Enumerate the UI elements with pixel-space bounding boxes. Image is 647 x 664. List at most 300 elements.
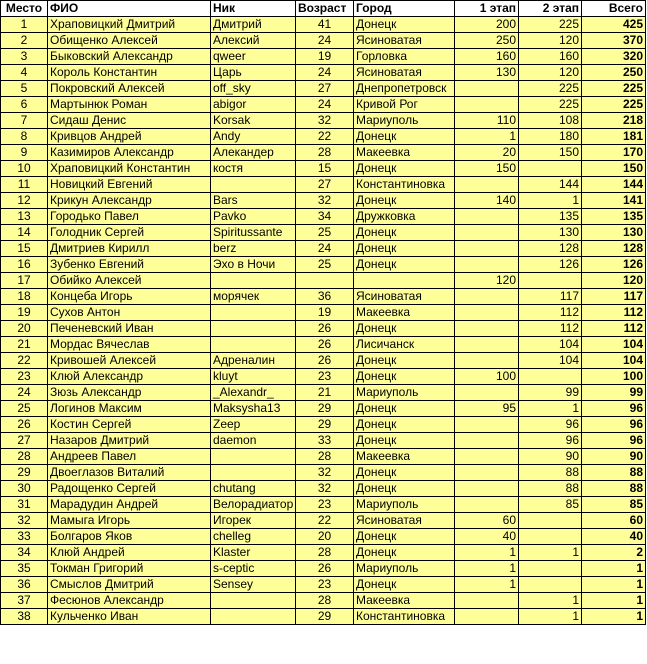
cell-total[interactable]: 85 — [582, 497, 646, 513]
cell-stage1[interactable] — [455, 337, 519, 353]
cell-place[interactable]: 14 — [1, 225, 48, 241]
cell-age[interactable]: 29 — [296, 401, 354, 417]
cell-nick[interactable]: Bars — [211, 193, 296, 209]
cell-age[interactable]: 26 — [296, 561, 354, 577]
cell-city[interactable]: Донецк — [354, 353, 455, 369]
cell-age[interactable]: 26 — [296, 337, 354, 353]
cell-stage2[interactable]: 117 — [519, 289, 582, 305]
cell-total[interactable]: 104 — [582, 337, 646, 353]
cell-nick[interactable]: Pavko — [211, 209, 296, 225]
cell-stage2[interactable]: 126 — [519, 257, 582, 273]
header-total[interactable]: Всего — [582, 1, 646, 17]
cell-nick[interactable]: qweer — [211, 49, 296, 65]
cell-name[interactable]: Смыслов Дмитрий — [48, 577, 211, 593]
cell-city[interactable]: Донецк — [354, 321, 455, 337]
cell-age[interactable] — [296, 273, 354, 289]
cell-name[interactable]: Зубенко Евгений — [48, 257, 211, 273]
cell-total[interactable]: 112 — [582, 321, 646, 337]
cell-place[interactable]: 25 — [1, 401, 48, 417]
cell-total[interactable]: 128 — [582, 241, 646, 257]
cell-place[interactable]: 21 — [1, 337, 48, 353]
cell-name[interactable]: Костин Сергей — [48, 417, 211, 433]
cell-name[interactable]: Покровский Алексей — [48, 81, 211, 97]
cell-stage2[interactable]: 1 — [519, 193, 582, 209]
cell-age[interactable]: 27 — [296, 81, 354, 97]
cell-city[interactable]: Горловка — [354, 49, 455, 65]
cell-age[interactable]: 41 — [296, 17, 354, 33]
cell-stage2[interactable] — [519, 561, 582, 577]
cell-age[interactable]: 29 — [296, 609, 354, 625]
cell-name[interactable]: Дмитриев Кирилл — [48, 241, 211, 257]
cell-stage1[interactable] — [455, 305, 519, 321]
cell-stage2[interactable]: 128 — [519, 241, 582, 257]
cell-total[interactable]: 1 — [582, 609, 646, 625]
cell-place[interactable]: 17 — [1, 273, 48, 289]
cell-stage1[interactable]: 250 — [455, 33, 519, 49]
cell-nick[interactable]: s-ceptic — [211, 561, 296, 577]
cell-name[interactable]: Кривошей Алексей — [48, 353, 211, 369]
cell-stage1[interactable]: 1 — [455, 561, 519, 577]
cell-age[interactable]: 36 — [296, 289, 354, 305]
cell-city[interactable] — [354, 273, 455, 289]
cell-name[interactable]: Фесюнов Александр — [48, 593, 211, 609]
cell-age[interactable]: 25 — [296, 257, 354, 273]
cell-place[interactable]: 35 — [1, 561, 48, 577]
cell-stage1[interactable] — [455, 593, 519, 609]
cell-total[interactable]: 100 — [582, 369, 646, 385]
cell-total[interactable]: 2 — [582, 545, 646, 561]
cell-city[interactable]: Днепропетровск — [354, 81, 455, 97]
cell-total[interactable]: 120 — [582, 273, 646, 289]
cell-age[interactable]: 24 — [296, 65, 354, 81]
cell-name[interactable]: Король Константин — [48, 65, 211, 81]
cell-total[interactable]: 425 — [582, 17, 646, 33]
cell-place[interactable]: 24 — [1, 385, 48, 401]
cell-place[interactable]: 18 — [1, 289, 48, 305]
cell-stage2[interactable]: 88 — [519, 465, 582, 481]
cell-total[interactable]: 225 — [582, 81, 646, 97]
cell-place[interactable]: 1 — [1, 17, 48, 33]
cell-total[interactable]: 150 — [582, 161, 646, 177]
cell-stage2[interactable]: 225 — [519, 81, 582, 97]
cell-stage1[interactable] — [455, 417, 519, 433]
header-city[interactable]: Город — [354, 1, 455, 17]
cell-age[interactable]: 29 — [296, 417, 354, 433]
cell-stage2[interactable]: 85 — [519, 497, 582, 513]
cell-place[interactable]: 33 — [1, 529, 48, 545]
cell-stage2[interactable]: 99 — [519, 385, 582, 401]
cell-name[interactable]: Радощенко Сергей — [48, 481, 211, 497]
cell-stage1[interactable]: 20 — [455, 145, 519, 161]
cell-nick[interactable] — [211, 305, 296, 321]
cell-nick[interactable]: Алексий — [211, 33, 296, 49]
cell-total[interactable]: 96 — [582, 417, 646, 433]
cell-city[interactable]: Донецк — [354, 129, 455, 145]
cell-name[interactable]: Андреев Павел — [48, 449, 211, 465]
cell-name[interactable]: Крикун Александр — [48, 193, 211, 209]
cell-total[interactable]: 126 — [582, 257, 646, 273]
cell-name[interactable]: Концеба Игорь — [48, 289, 211, 305]
cell-total[interactable]: 320 — [582, 49, 646, 65]
cell-age[interactable]: 23 — [296, 497, 354, 513]
cell-nick[interactable]: daemon — [211, 433, 296, 449]
cell-city[interactable]: Макеевка — [354, 145, 455, 161]
cell-city[interactable]: Ясиноватая — [354, 289, 455, 305]
cell-city[interactable]: Донецк — [354, 161, 455, 177]
cell-name[interactable]: Голодник Сергей — [48, 225, 211, 241]
cell-city[interactable]: Ясиноватая — [354, 65, 455, 81]
cell-total[interactable]: 141 — [582, 193, 646, 209]
cell-stage2[interactable]: 1 — [519, 609, 582, 625]
cell-total[interactable]: 104 — [582, 353, 646, 369]
cell-nick[interactable]: костя — [211, 161, 296, 177]
cell-city[interactable]: Константиновка — [354, 609, 455, 625]
cell-nick[interactable]: Эхо в Ночи — [211, 257, 296, 273]
cell-place[interactable]: 7 — [1, 113, 48, 129]
cell-age[interactable]: 32 — [296, 465, 354, 481]
cell-stage2[interactable]: 135 — [519, 209, 582, 225]
cell-total[interactable]: 370 — [582, 33, 646, 49]
cell-city[interactable]: Донецк — [354, 545, 455, 561]
cell-city[interactable]: Макеевка — [354, 449, 455, 465]
cell-stage1[interactable] — [455, 497, 519, 513]
cell-age[interactable]: 32 — [296, 481, 354, 497]
cell-stage2[interactable] — [519, 273, 582, 289]
cell-city[interactable]: Донецк — [354, 257, 455, 273]
cell-name[interactable]: Мордас Вячеслав — [48, 337, 211, 353]
cell-total[interactable]: 225 — [582, 97, 646, 113]
cell-nick[interactable] — [211, 337, 296, 353]
header-age[interactable]: Возраст — [296, 1, 354, 17]
cell-stage2[interactable]: 160 — [519, 49, 582, 65]
cell-stage1[interactable]: 1 — [455, 129, 519, 145]
cell-nick[interactable] — [211, 273, 296, 289]
cell-stage2[interactable]: 144 — [519, 177, 582, 193]
cell-city[interactable]: Донецк — [354, 465, 455, 481]
cell-nick[interactable]: kluyt — [211, 369, 296, 385]
cell-stage2[interactable]: 96 — [519, 417, 582, 433]
cell-stage1[interactable] — [455, 289, 519, 305]
cell-total[interactable]: 1 — [582, 593, 646, 609]
cell-stage2[interactable]: 1 — [519, 545, 582, 561]
cell-total[interactable]: 40 — [582, 529, 646, 545]
cell-age[interactable]: 21 — [296, 385, 354, 401]
cell-nick[interactable] — [211, 177, 296, 193]
cell-place[interactable]: 32 — [1, 513, 48, 529]
cell-name[interactable]: Новицкий Евгений — [48, 177, 211, 193]
cell-stage2[interactable]: 112 — [519, 305, 582, 321]
cell-place[interactable]: 10 — [1, 161, 48, 177]
cell-nick[interactable]: Sensey — [211, 577, 296, 593]
cell-age[interactable]: 24 — [296, 97, 354, 113]
cell-city[interactable]: Донецк — [354, 17, 455, 33]
cell-name[interactable]: Марадудин Андрей — [48, 497, 211, 513]
cell-place[interactable]: 31 — [1, 497, 48, 513]
cell-stage2[interactable]: 108 — [519, 113, 582, 129]
cell-place[interactable]: 13 — [1, 209, 48, 225]
cell-name[interactable]: Мартынюк Роман — [48, 97, 211, 113]
cell-city[interactable]: Донецк — [354, 369, 455, 385]
cell-stage1[interactable]: 160 — [455, 49, 519, 65]
cell-nick[interactable] — [211, 609, 296, 625]
cell-total[interactable]: 96 — [582, 433, 646, 449]
cell-nick[interactable]: off_sky — [211, 81, 296, 97]
cell-total[interactable]: 117 — [582, 289, 646, 305]
cell-nick[interactable]: морячек — [211, 289, 296, 305]
cell-place[interactable]: 37 — [1, 593, 48, 609]
cell-name[interactable]: Городько Павел — [48, 209, 211, 225]
cell-place[interactable]: 36 — [1, 577, 48, 593]
cell-stage2[interactable]: 120 — [519, 33, 582, 49]
cell-name[interactable]: Быковский Александр — [48, 49, 211, 65]
cell-city[interactable]: Донецк — [354, 225, 455, 241]
cell-stage1[interactable]: 110 — [455, 113, 519, 129]
cell-total[interactable]: 96 — [582, 401, 646, 417]
cell-stage1[interactable] — [455, 81, 519, 97]
cell-stage2[interactable]: 150 — [519, 145, 582, 161]
cell-total[interactable]: 88 — [582, 481, 646, 497]
cell-stage1[interactable] — [455, 225, 519, 241]
cell-nick[interactable] — [211, 321, 296, 337]
cell-city[interactable]: Дружковка — [354, 209, 455, 225]
cell-place[interactable]: 23 — [1, 369, 48, 385]
cell-age[interactable]: 19 — [296, 305, 354, 321]
cell-age[interactable]: 27 — [296, 177, 354, 193]
cell-place[interactable]: 29 — [1, 465, 48, 481]
cell-city[interactable]: Донецк — [354, 241, 455, 257]
cell-age[interactable]: 25 — [296, 225, 354, 241]
cell-nick[interactable] — [211, 449, 296, 465]
cell-age[interactable]: 23 — [296, 577, 354, 593]
cell-city[interactable]: Константиновка — [354, 177, 455, 193]
cell-total[interactable]: 135 — [582, 209, 646, 225]
cell-city[interactable]: Ясиноватая — [354, 513, 455, 529]
cell-nick[interactable]: Дмитрий — [211, 17, 296, 33]
cell-place[interactable]: 22 — [1, 353, 48, 369]
cell-name[interactable]: Обийко Алексей — [48, 273, 211, 289]
cell-nick[interactable] — [211, 465, 296, 481]
cell-stage2[interactable]: 1 — [519, 401, 582, 417]
cell-stage1[interactable]: 120 — [455, 273, 519, 289]
cell-nick[interactable]: Spiritussante — [211, 225, 296, 241]
cell-age[interactable]: 19 — [296, 49, 354, 65]
cell-stage1[interactable] — [455, 257, 519, 273]
cell-place[interactable]: 9 — [1, 145, 48, 161]
cell-stage2[interactable]: 112 — [519, 321, 582, 337]
cell-stage1[interactable] — [455, 241, 519, 257]
cell-total[interactable]: 112 — [582, 305, 646, 321]
cell-age[interactable]: 28 — [296, 545, 354, 561]
cell-stage2[interactable]: 130 — [519, 225, 582, 241]
cell-stage1[interactable] — [455, 609, 519, 625]
cell-name[interactable]: Печеневский Иван — [48, 321, 211, 337]
cell-nick[interactable]: abigor — [211, 97, 296, 113]
cell-nick[interactable]: chutang — [211, 481, 296, 497]
cell-name[interactable]: Обищенко Алексей — [48, 33, 211, 49]
cell-stage2[interactable]: 180 — [519, 129, 582, 145]
cell-place[interactable]: 30 — [1, 481, 48, 497]
cell-stage1[interactable]: 150 — [455, 161, 519, 177]
cell-stage1[interactable]: 60 — [455, 513, 519, 529]
cell-name[interactable]: Сухов Антон — [48, 305, 211, 321]
cell-name[interactable]: Казимиров Александр — [48, 145, 211, 161]
cell-age[interactable]: 32 — [296, 193, 354, 209]
cell-nick[interactable]: Адреналин — [211, 353, 296, 369]
cell-place[interactable]: 11 — [1, 177, 48, 193]
cell-place[interactable]: 8 — [1, 129, 48, 145]
cell-city[interactable]: Донецк — [354, 433, 455, 449]
cell-stage1[interactable] — [455, 465, 519, 481]
cell-nick[interactable]: Andy — [211, 129, 296, 145]
header-stage1[interactable]: 1 этап — [455, 1, 519, 17]
cell-nick[interactable]: Игорек — [211, 513, 296, 529]
cell-age[interactable]: 24 — [296, 33, 354, 49]
cell-city[interactable]: Ясиноватая — [354, 33, 455, 49]
cell-nick[interactable]: chelleg — [211, 529, 296, 545]
cell-stage1[interactable]: 140 — [455, 193, 519, 209]
header-stage2[interactable]: 2 этап — [519, 1, 582, 17]
cell-stage2[interactable] — [519, 529, 582, 545]
cell-place[interactable]: 28 — [1, 449, 48, 465]
cell-name[interactable]: Мамыга Игорь — [48, 513, 211, 529]
cell-place[interactable]: 6 — [1, 97, 48, 113]
cell-stage2[interactable] — [519, 577, 582, 593]
cell-city[interactable]: Макеевка — [354, 305, 455, 321]
cell-total[interactable]: 250 — [582, 65, 646, 81]
cell-name[interactable]: Сидаш Денис — [48, 113, 211, 129]
cell-nick[interactable]: Maksysha13 — [211, 401, 296, 417]
cell-total[interactable]: 1 — [582, 577, 646, 593]
cell-stage1[interactable] — [455, 177, 519, 193]
cell-place[interactable]: 19 — [1, 305, 48, 321]
cell-age[interactable]: 22 — [296, 129, 354, 145]
cell-place[interactable]: 26 — [1, 417, 48, 433]
cell-age[interactable]: 28 — [296, 145, 354, 161]
cell-total[interactable]: 60 — [582, 513, 646, 529]
cell-stage2[interactable]: 225 — [519, 17, 582, 33]
cell-stage2[interactable]: 88 — [519, 481, 582, 497]
cell-stage1[interactable] — [455, 209, 519, 225]
cell-nick[interactable]: Klaster — [211, 545, 296, 561]
cell-stage2[interactable]: 225 — [519, 97, 582, 113]
cell-city[interactable]: Мариуполь — [354, 113, 455, 129]
cell-stage1[interactable]: 1 — [455, 545, 519, 561]
cell-stage1[interactable]: 95 — [455, 401, 519, 417]
cell-age[interactable]: 34 — [296, 209, 354, 225]
cell-age[interactable]: 23 — [296, 369, 354, 385]
cell-stage1[interactable]: 100 — [455, 369, 519, 385]
header-nick[interactable]: Ник — [211, 1, 296, 17]
cell-stage1[interactable] — [455, 433, 519, 449]
cell-total[interactable]: 144 — [582, 177, 646, 193]
cell-nick[interactable]: Korsak — [211, 113, 296, 129]
cell-place[interactable]: 20 — [1, 321, 48, 337]
cell-stage1[interactable]: 40 — [455, 529, 519, 545]
cell-name[interactable]: Клюй Андрей — [48, 545, 211, 561]
cell-city[interactable]: Мариуполь — [354, 497, 455, 513]
cell-age[interactable]: 26 — [296, 321, 354, 337]
cell-city[interactable]: Лисичанск — [354, 337, 455, 353]
cell-total[interactable]: 1 — [582, 561, 646, 577]
cell-stage2[interactable]: 96 — [519, 433, 582, 449]
cell-nick[interactable] — [211, 593, 296, 609]
cell-stage1[interactable]: 130 — [455, 65, 519, 81]
cell-city[interactable]: Донецк — [354, 577, 455, 593]
cell-city[interactable]: Кривой Рог — [354, 97, 455, 113]
cell-stage2[interactable] — [519, 513, 582, 529]
cell-nick[interactable]: Zeep — [211, 417, 296, 433]
header-place[interactable]: Место — [1, 1, 48, 17]
cell-name[interactable]: Назаров Дмитрий — [48, 433, 211, 449]
cell-nick[interactable]: Царь — [211, 65, 296, 81]
cell-city[interactable]: Донецк — [354, 401, 455, 417]
cell-name[interactable]: Храповицкий Константин — [48, 161, 211, 177]
cell-total[interactable]: 99 — [582, 385, 646, 401]
cell-stage1[interactable] — [455, 449, 519, 465]
cell-stage1[interactable] — [455, 481, 519, 497]
cell-city[interactable]: Мариуполь — [354, 561, 455, 577]
cell-place[interactable]: 15 — [1, 241, 48, 257]
cell-nick[interactable]: Велорадиатор — [211, 497, 296, 513]
cell-stage2[interactable]: 90 — [519, 449, 582, 465]
cell-total[interactable]: 88 — [582, 465, 646, 481]
cell-place[interactable]: 12 — [1, 193, 48, 209]
cell-stage2[interactable]: 1 — [519, 593, 582, 609]
cell-city[interactable]: Мариуполь — [354, 385, 455, 401]
cell-stage1[interactable] — [455, 97, 519, 113]
cell-age[interactable]: 20 — [296, 529, 354, 545]
cell-place[interactable]: 4 — [1, 65, 48, 81]
cell-stage1[interactable] — [455, 385, 519, 401]
cell-city[interactable]: Макеевка — [354, 593, 455, 609]
cell-place[interactable]: 16 — [1, 257, 48, 273]
cell-city[interactable]: Донецк — [354, 481, 455, 497]
cell-age[interactable]: 33 — [296, 433, 354, 449]
cell-name[interactable]: Логинов Максим — [48, 401, 211, 417]
cell-total[interactable]: 90 — [582, 449, 646, 465]
cell-stage1[interactable] — [455, 321, 519, 337]
cell-place[interactable]: 27 — [1, 433, 48, 449]
cell-name[interactable]: Токман Григорий — [48, 561, 211, 577]
cell-city[interactable]: Донецк — [354, 529, 455, 545]
cell-stage1[interactable]: 200 — [455, 17, 519, 33]
cell-name[interactable]: Клюй Александр — [48, 369, 211, 385]
cell-age[interactable]: 28 — [296, 449, 354, 465]
cell-place[interactable]: 3 — [1, 49, 48, 65]
cell-stage2[interactable] — [519, 161, 582, 177]
cell-name[interactable]: Зюзь Александр — [48, 385, 211, 401]
cell-stage2[interactable]: 104 — [519, 353, 582, 369]
cell-place[interactable]: 5 — [1, 81, 48, 97]
cell-name[interactable]: Кривцов Андрей — [48, 129, 211, 145]
cell-age[interactable]: 15 — [296, 161, 354, 177]
cell-stage1[interactable] — [455, 353, 519, 369]
cell-stage2[interactable]: 104 — [519, 337, 582, 353]
cell-total[interactable]: 181 — [582, 129, 646, 145]
cell-nick[interactable]: _Alexandr_ — [211, 385, 296, 401]
cell-name[interactable]: Кульченко Иван — [48, 609, 211, 625]
cell-age[interactable]: 28 — [296, 593, 354, 609]
cell-age[interactable]: 26 — [296, 353, 354, 369]
cell-place[interactable]: 38 — [1, 609, 48, 625]
cell-name[interactable]: Болгаров Яков — [48, 529, 211, 545]
cell-age[interactable]: 22 — [296, 513, 354, 529]
cell-total[interactable]: 218 — [582, 113, 646, 129]
cell-stage1[interactable]: 1 — [455, 577, 519, 593]
cell-name[interactable]: Двоеглазов Виталий — [48, 465, 211, 481]
cell-place[interactable]: 2 — [1, 33, 48, 49]
cell-place[interactable]: 34 — [1, 545, 48, 561]
